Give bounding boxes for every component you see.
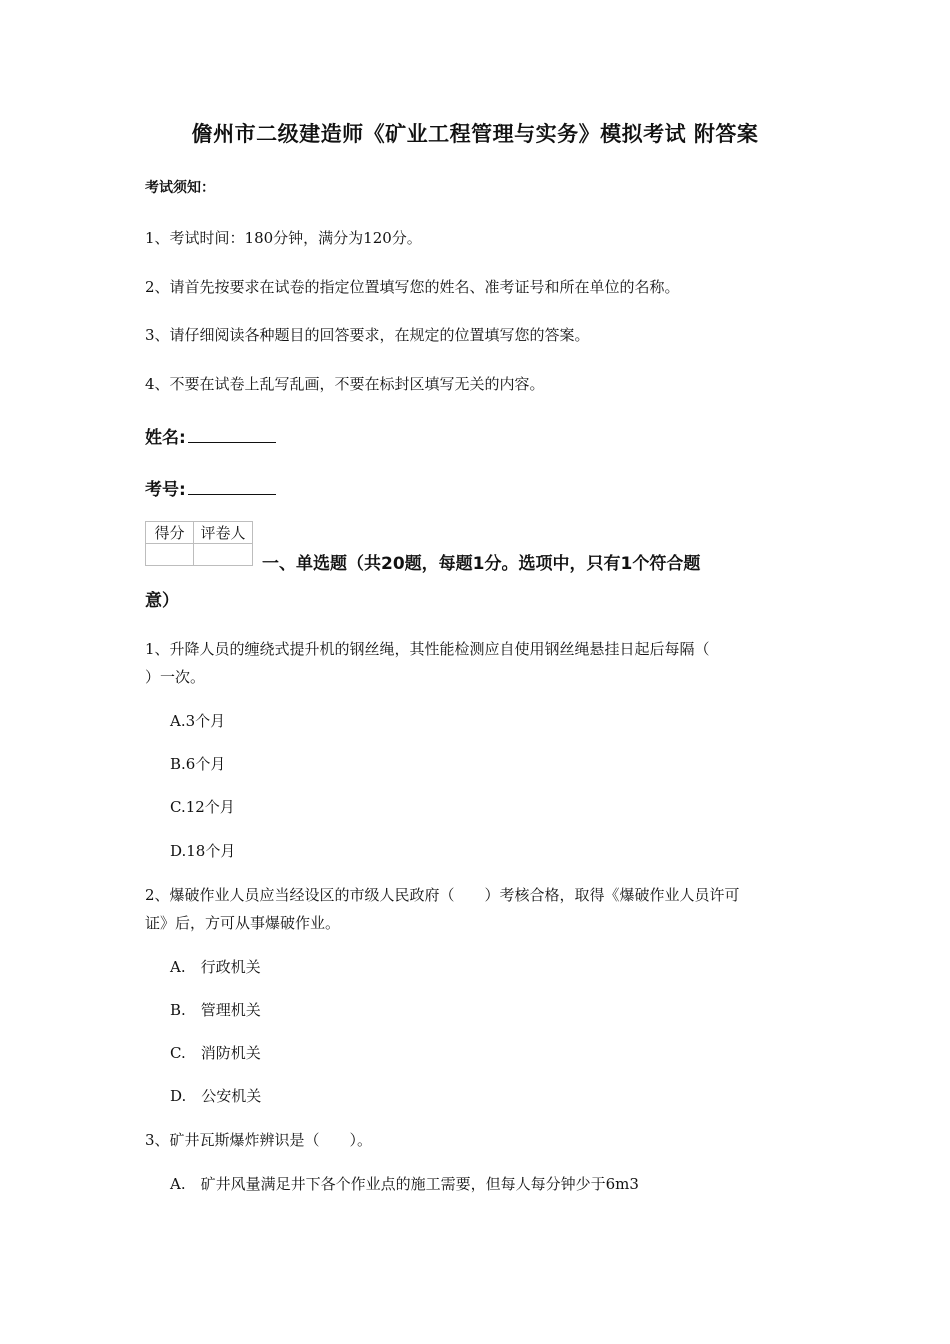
- notice-item: 4、不要在试卷上乱写乱画，不要在标封区填写无关的内容。: [145, 375, 545, 393]
- question-text-cont: 证》后，方可从事爆破作业。: [145, 914, 341, 932]
- name-label: 姓名:: [145, 428, 186, 448]
- exam-title: 儋州市二级建造师《矿业工程管理与实务》模拟考试 附答案: [191, 122, 759, 146]
- option-c[interactable]: C. 消防机关: [170, 1044, 261, 1062]
- section-title: 一、单选题（共20题，每题1分。选项中，只有1个符合题: [262, 554, 701, 574]
- question-text: 3、矿井瓦斯爆炸辨识是（ ）。: [145, 1131, 373, 1149]
- question-text: 2、爆破作业人员应当经设区的市级人民政府（ ）考核合格，取得《爆破作业人员许可: [145, 886, 740, 904]
- notice-item: 1、考试时间：180分钟，满分为120分。: [145, 229, 422, 247]
- option-b[interactable]: B.6个月: [170, 755, 226, 773]
- id-field[interactable]: [145, 475, 276, 500]
- section-title-cont: 意）: [145, 591, 179, 611]
- option-d[interactable]: D.18个月: [170, 842, 236, 860]
- notice-item: 2、请首先按要求在试卷的指定位置填写您的姓名、准考证号和所在单位的名称。: [145, 278, 680, 296]
- option-a[interactable]: A.3个月: [170, 712, 226, 730]
- option-b[interactable]: B. 管理机关: [170, 1001, 261, 1019]
- notice-item: 3、请仔细阅读各种题目的回答要求，在规定的位置填写您的答案。: [145, 326, 590, 344]
- grader-header: 评卷人: [194, 522, 253, 544]
- score-cell[interactable]: [146, 544, 194, 566]
- id-label: 考号:: [145, 480, 186, 500]
- name-field[interactable]: [145, 423, 276, 448]
- score-header: 得分: [146, 522, 194, 544]
- name-blank[interactable]: [188, 426, 276, 443]
- option-a[interactable]: A. 行政机关: [170, 958, 261, 976]
- score-table: [145, 521, 253, 566]
- id-blank[interactable]: [188, 478, 276, 495]
- option-c[interactable]: C.12个月: [170, 798, 235, 816]
- question-text: 1、升降人员的缠绕式提升机的钢丝绳，其性能检测应自使用钢丝绳悬挂日起后每隔（: [145, 640, 710, 658]
- notice-heading: 考试须知：: [145, 180, 215, 196]
- option-a[interactable]: A. 矿井风量满足井下各个作业点的施工需要，但每人每分钟少于6m3: [170, 1175, 639, 1193]
- grader-cell[interactable]: [194, 544, 253, 566]
- option-d[interactable]: D. 公安机关: [170, 1087, 262, 1105]
- question-text-cont: ）一次。: [145, 668, 206, 686]
